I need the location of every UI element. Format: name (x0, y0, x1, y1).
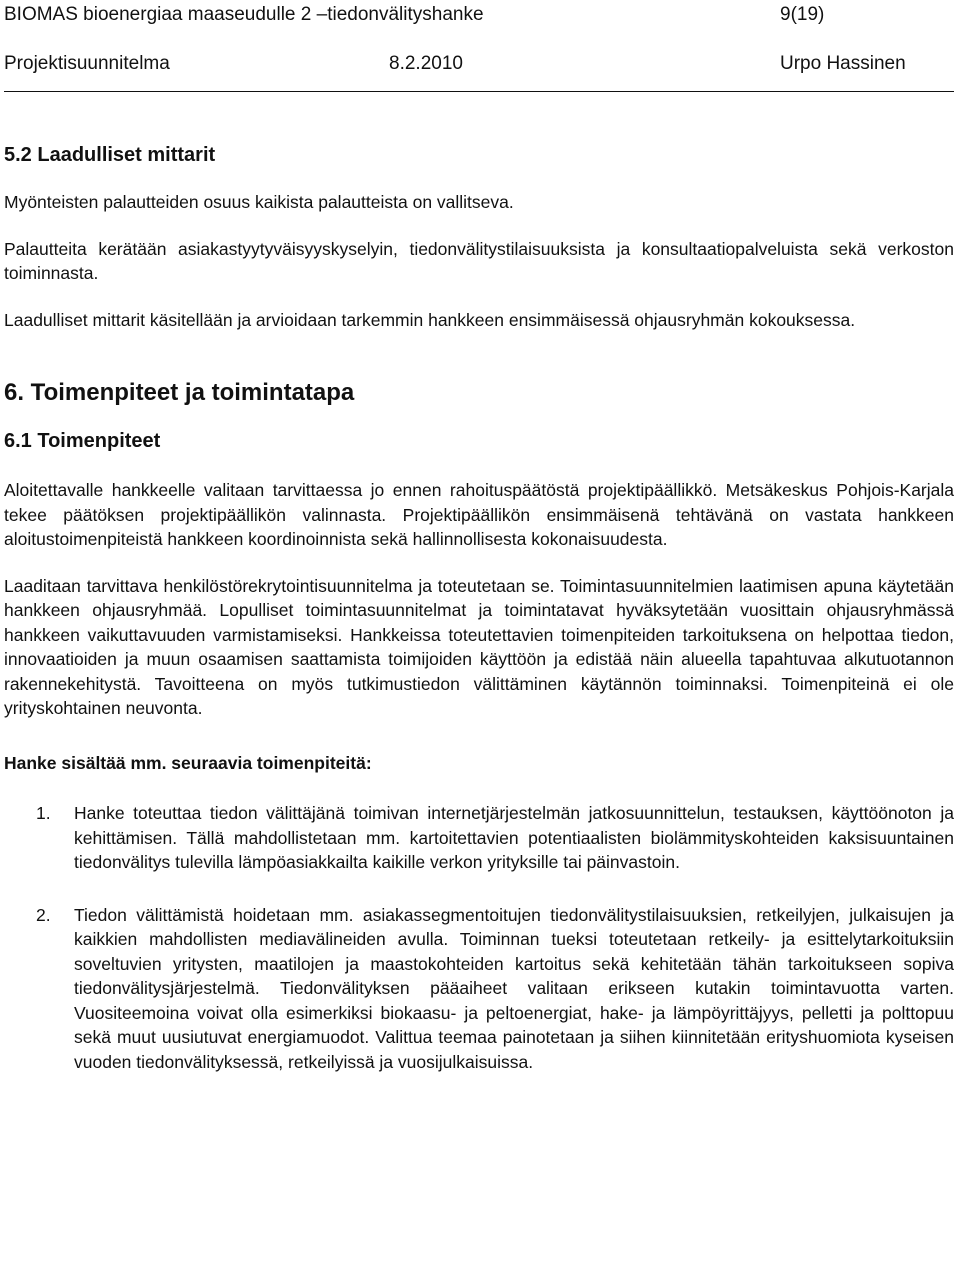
section-6-1-paragraph-1: Aloitettavalle hankkeelle valitaan tarvittaessa jo ennen rahoituspäätöstä projektipäällikkö. Metsäkeskus Pohjois-Karjala tekee päätöksen projektipäällikön valinnasta. Projektipäällikön ensimmäisenä tehtävänä on vastata hankkeen aloitustoimenpiteistä hankkeen koordinoinnista sekä hallinnollisesta kokonaisuudesta. (4, 480, 954, 549)
section-5-2-paragraph-3: Laadulliset mittarit käsitellään ja arvioidaan tarkemmin hankkeen ensimmäisessä ohjausryhmän kokouksessa. (4, 309, 856, 330)
document-author: Urpo Hassinen (780, 53, 906, 74)
header-top-row (4, 4, 824, 26)
header-divider (4, 91, 954, 92)
section-5-2-heading: 5.2 Laadulliset mittarit (4, 144, 216, 166)
section-6-heading: 6. Toimenpiteet ja toimintatapa (4, 379, 355, 406)
section-6-1-heading: 6.1 Toimenpiteet (4, 430, 161, 452)
section-5-2-paragraph-1: Myönteisten palautteiden osuus kaikista palautteista on vallitseva. (4, 192, 514, 212)
list-item (4, 903, 954, 1075)
project-title: BIOMAS bioenergiaa maaseudulle 2 –tiedonvälityshanke (4, 4, 484, 25)
page-number: 9(19) (780, 4, 825, 25)
list-item-number: 2. (36, 904, 51, 925)
document-body (4, 142, 954, 1096)
actions-list (4, 801, 954, 1074)
section-5-2-paragraph-2: Palautteita kerätään asiakastyytyväisyyskyselyin, tiedonvälitystilaisuuksista ja konsultaatiopalveluista sekä verkoston toiminnasta. (4, 238, 954, 283)
document-date: 8.2.2010 (389, 53, 463, 74)
section-6-1-paragraph-2: Laaditaan tarvittava henkilöstörekrytointisuunnitelma ja toteutetaan se. Toimintasuunnitelmien laatimisen apuna käytetään hankkeen ohjausryhmää. Lopulliset toimintasuunnitelmat ja toimintatavat hyväksytetään vuosittain ohjausryhmässä hankkeen vaikuttavuuden varmistamiseksi. Hankkeissa toteutettavien toimenpiteiden tarkoituksena on helpottaa tiedon, innovaatioiden ja muun osaamisen saattamista toimijoiden käyttöön ja edistää näin alueella tapahtuvaa alkutuotannon rakennekehitystä. Tavoitteena on myös tutkimustiedon välittäminen käytännön toiminnaksi. Toimenpiteinä ei ole yrityskohtainen neuvonta. (4, 575, 954, 718)
document-type: Projektisuunnitelma (4, 53, 170, 74)
list-item-number: 1. (36, 803, 51, 823)
list-item (4, 801, 954, 875)
list-item-text: Hanke toteuttaa tiedon välittäjänä toimivan internetjärjestelmän jatkosuunnittelun, testauksen, käyttöönoton ja kehittämisen. Tällä mahdollistetaan mm. kartoitettavien potentiaalisten biolämmityskohteiden kaksisuuntainen tiedonvälitys tulevilla lämpöasiakkailta kaikille verkon yrityksille tai päinvastoin. (74, 803, 954, 872)
list-item-text: Tiedon välittämistä hoidetaan mm. asiakassegmentoitujen tiedonvälitystilaisuuksien, retkeilyjen, julkaisujen ja kaikkien mahdollisten mediavälineiden avulla. Toiminnan tueksi toteutetaan retkeily- ja esittelytarkoituksiin soveltuvien yritysten, maatilojen ja maastokohteiden kartoitus sekä kehitetään tähän tarkoitukseen sopiva tiedonvälitysjärjestelmä. Tiedonvälityksen pääaiheet valitaan erikseen kutakin toimintavuotta varten. Vuositeemoina voivat olla esimerkiksi biokaasu- ja peltoenergiat, hake- ja lämpöyrittäjyys, pelletti ja polttopuu sekä muut uusiutuvat energiamuodot. Valittua teemaa painotetaan ja siihen kiinnitetään erityshuomiota kyseisen vuoden tiedonvälityksessä, retkeilyissä ja vuosijulkaisuissa. (74, 904, 954, 1072)
header-second-row (4, 53, 954, 75)
actions-list-title: Hanke sisältää mm. seuraavia toimenpiteitä: (4, 752, 372, 773)
